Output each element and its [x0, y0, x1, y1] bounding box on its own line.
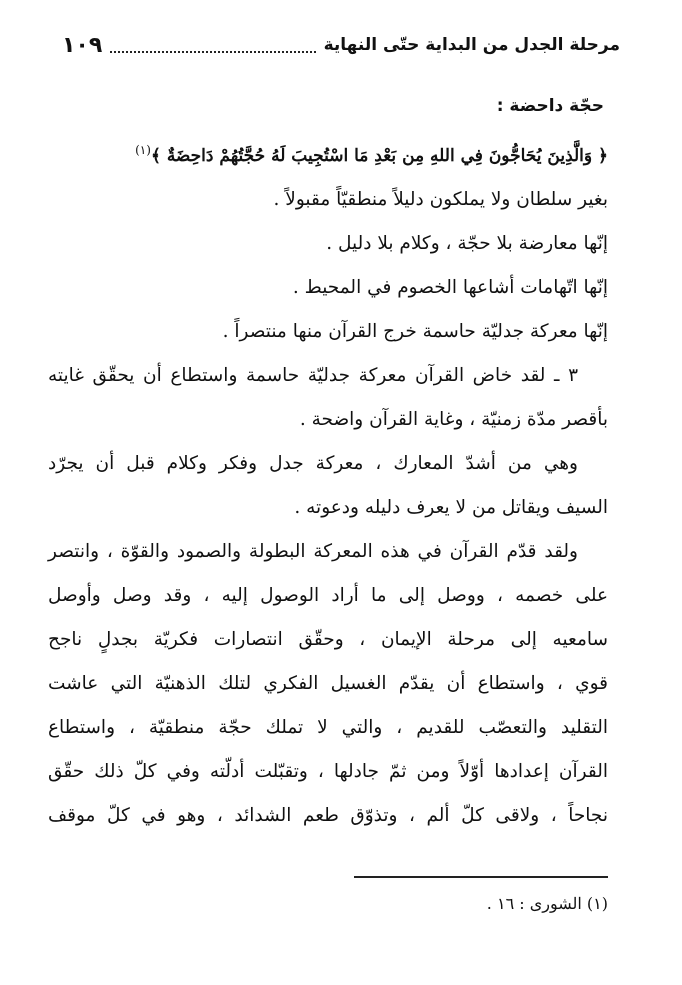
- section-subheading: حجّة داحضة :: [496, 96, 604, 116]
- page-number: ١٠٩: [62, 32, 103, 58]
- running-header: [62, 30, 620, 60]
- text-line-5: ٣ ـ لقد خاض القرآن معركة جدليّة حاسمة واستطاع أن يحقّق غايته: [48, 365, 578, 387]
- text-line-12: قوي ، واستطاع أن يقدّم الغسيل الفكري لتلك الذهنيّة التي عاشت: [48, 673, 608, 695]
- text-line-10: على خصمه ، ووصل إلى ما أراد الوصول إليه ، وقد وصل وأوصل: [48, 585, 608, 607]
- text-line-8: السيف ويقاتل من لا يعرف دليله ودعوته .: [294, 497, 608, 519]
- text-line-9: ولقد قدّم القرآن في هذه المعركة البطولة والصمود والقوّة ، وانتصر: [48, 541, 578, 563]
- text-line-2: إنّها معارضة بلا حجّة ، وكلام بلا دليل .: [326, 233, 608, 255]
- text-line-7: وهي من أشدّ المعارك ، معركة جدل وفكر وكلام قبل أن يجرّد: [48, 453, 578, 475]
- header-dot-leader: [110, 37, 315, 53]
- text-line-3: إنّها اتّهامات أشاعها الخصوم في المحيط .: [292, 277, 608, 299]
- text-line-15: نجاحاً ، ولاقى كلّ ألم ، وتذوّق طعم الشدائد ، وهو في كلّ موقف: [48, 805, 608, 827]
- text-line-4: إنّها معركة جدليّة حاسمة خرج القرآن منها منتصراً .: [222, 321, 608, 343]
- text-line-1: بغير سلطان ولا يملكون دليلاً منطقيّاً مقبولاً .: [273, 189, 608, 211]
- quran-verse: ﴿ وَالَّذِينَ يُحَاجُّونَ فِي اللهِ مِن بَعْدِ مَا اسْتُجِيبَ لَهُ حُجَّتُهُمْ دَاحِضَةٌ ﴾: [150, 146, 608, 167]
- quran-verse-line: [48, 128, 608, 178]
- body-text: [48, 84, 608, 838]
- text-line-11: سامعيه إلى مرحلة الإيمان ، وحقّق انتصارات فكريّة بجدلٍ ناجح: [48, 629, 608, 651]
- header-title: مرحلة الجدل من البداية حتّى النهاية: [323, 35, 620, 55]
- text-line-13: التقليد والتعصّب للقديم ، والتي لا تملك حجّة منطقيّة ، واستطاع: [48, 717, 608, 739]
- footnote: (١) الشورى : ١٦ .: [486, 894, 608, 913]
- text-line-6: بأقصر مدّة زمنيّة ، وغاية القرآن واضحة .: [299, 409, 608, 431]
- footnote-marker: (١): [135, 143, 151, 157]
- text-line-14: القرآن إعدادها أوّلاً ومن ثمّ جادلها ، وتقبّلت أدلّته وفي كلّ ذلك حقّق: [48, 761, 608, 783]
- footnote-divider: [354, 876, 608, 878]
